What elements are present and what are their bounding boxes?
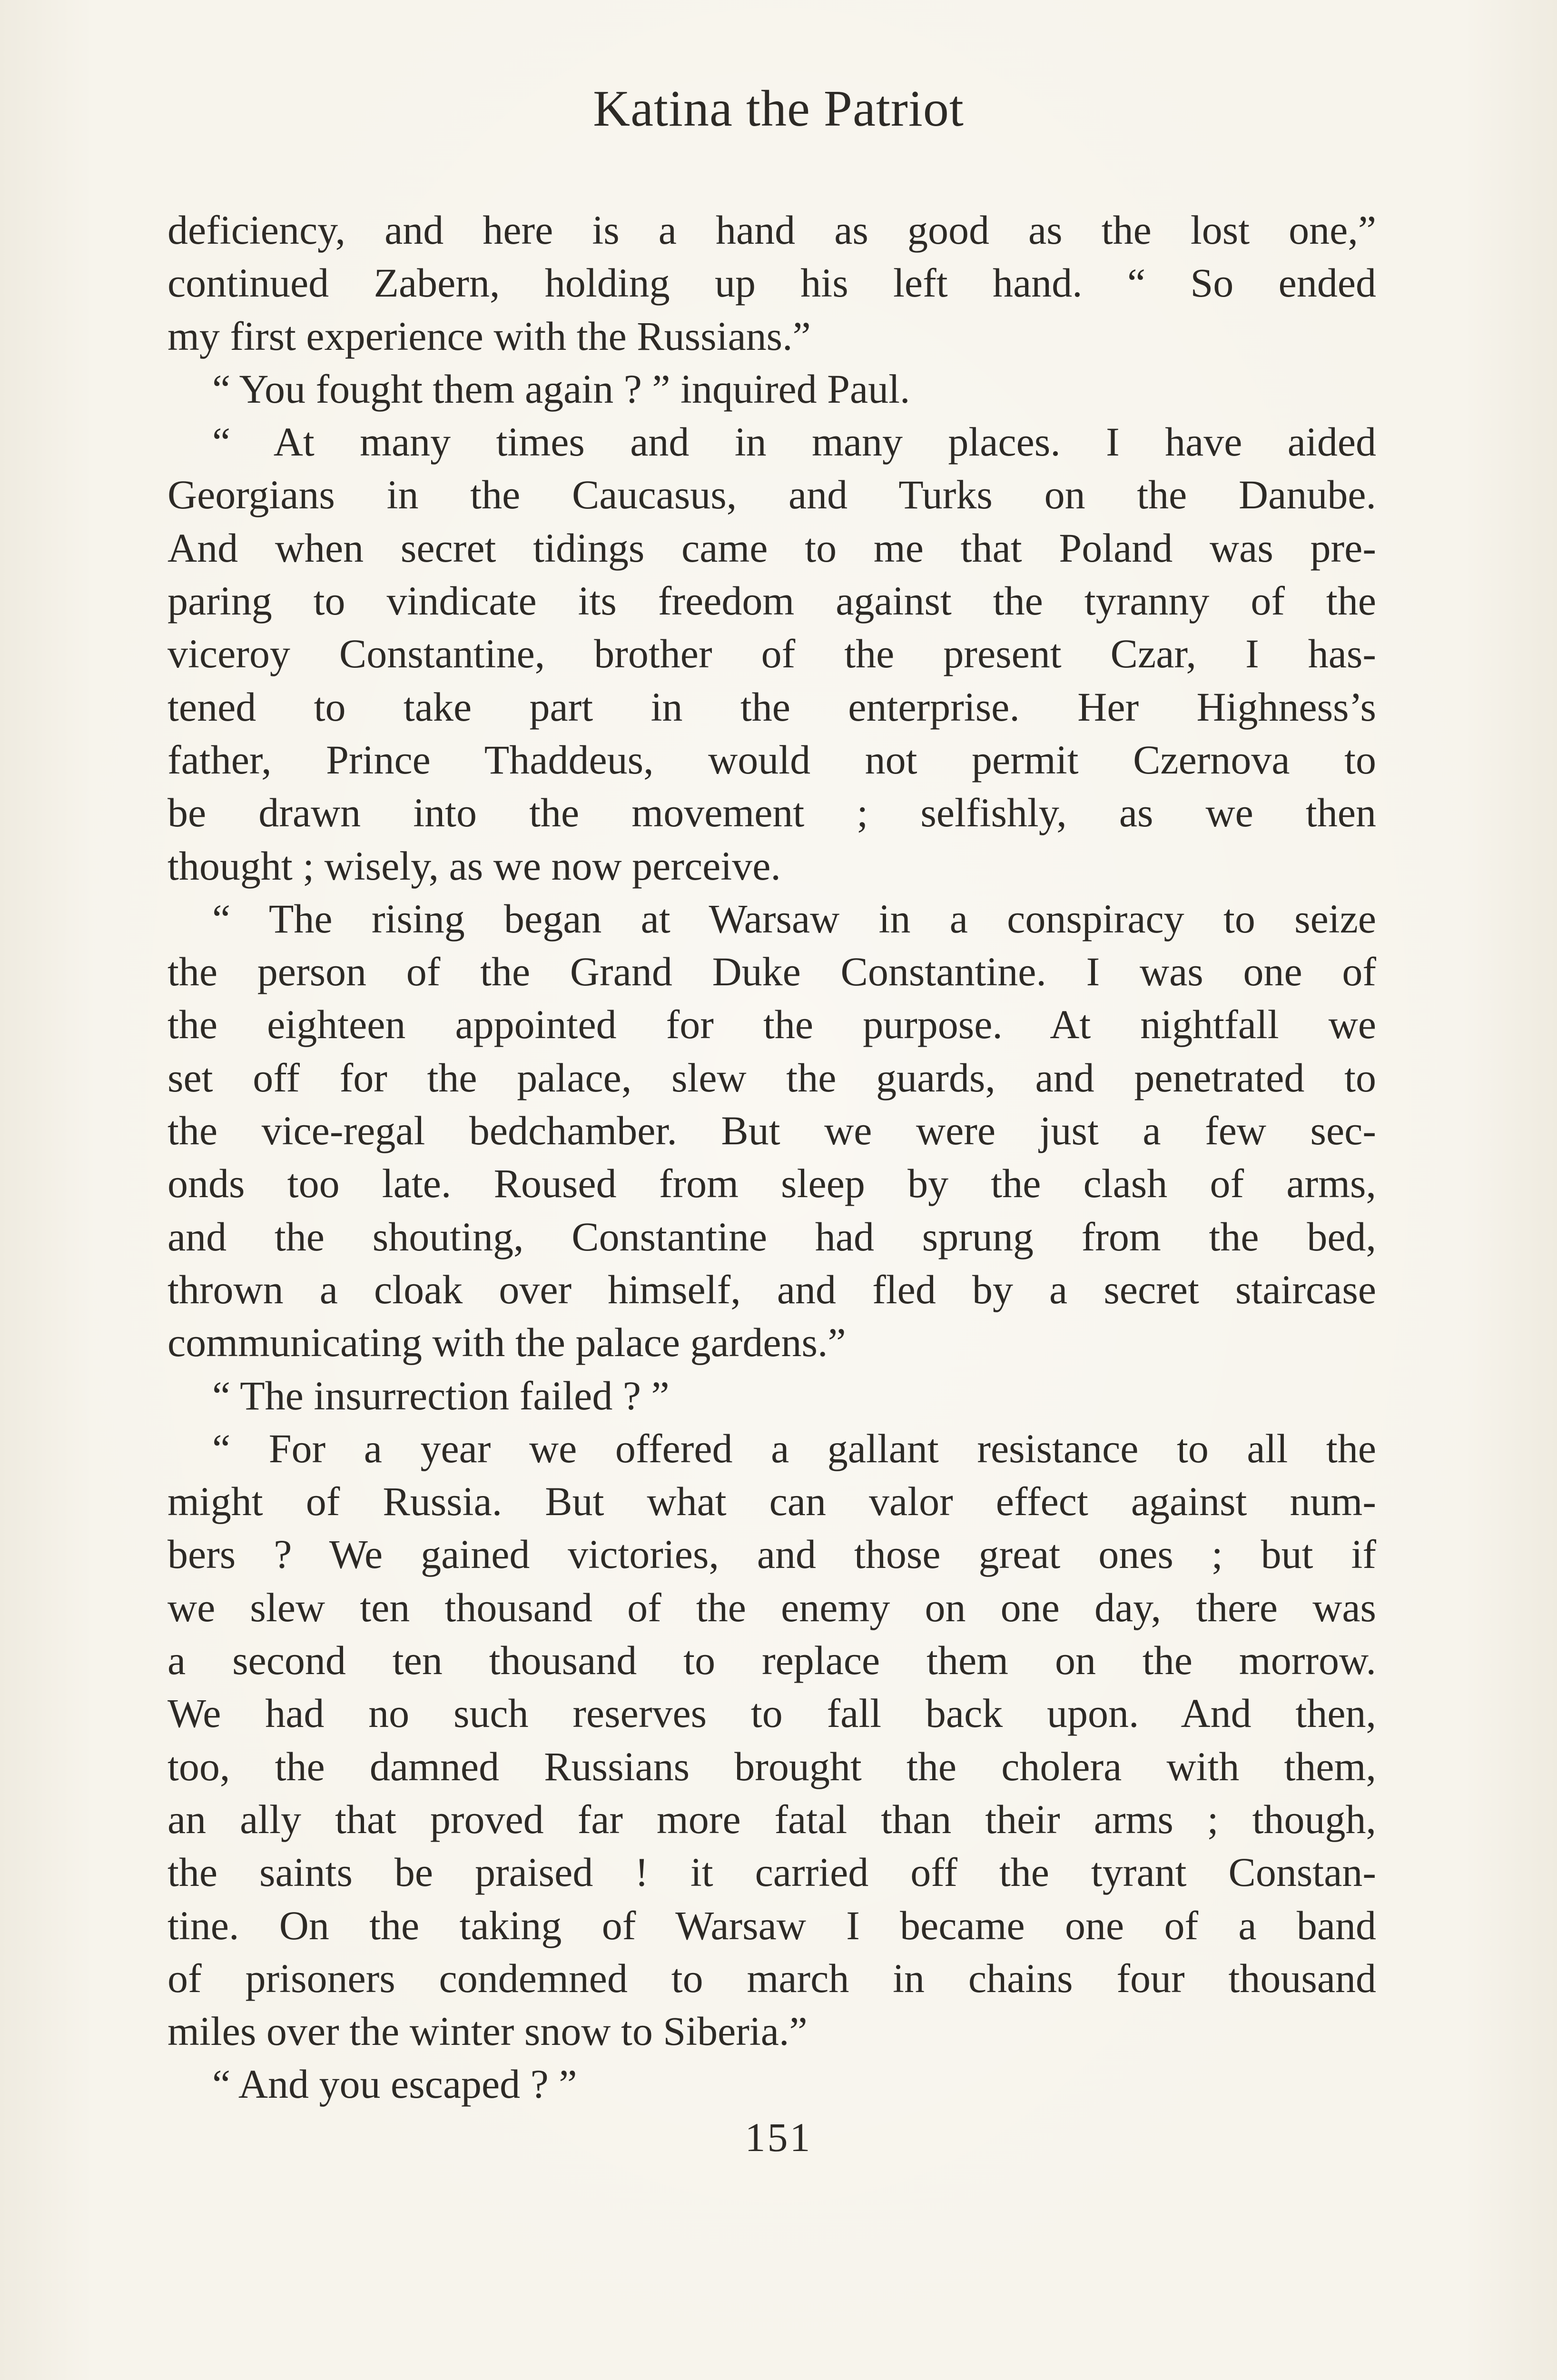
text-line: the saints be praised ! it carried off the tyrant Constan- <box>168 1849 1376 1895</box>
text-line: thought ; wisely, as we now perceive. <box>168 843 781 889</box>
text-line: of prisoners condemned to march in chains four thousand <box>168 1955 1376 2001</box>
text-line: Georgians in the Caucasus, and Turks on the Danube. <box>168 472 1376 518</box>
text-line: viceroy Constantine, brother of the present Czar, I has- <box>168 631 1376 677</box>
text-line: the vice-regal bedchamber. But we were just a few sec- <box>168 1108 1376 1154</box>
text-line: be drawn into the movement ; selfishly, as we then <box>168 790 1376 836</box>
text-line: the person of the Grand Duke Constantine. I was one of <box>168 949 1376 995</box>
text-line: set off for the palace, slew the guards, and penetrated to <box>168 1054 1376 1101</box>
text-line: paring to vindicate its freedom against the tyranny of the <box>168 578 1376 624</box>
text-line: father, Prince Thaddeus, would not permit Czernova to <box>168 736 1376 783</box>
text-line: onds too late. Roused from sleep by the clash of arms, <box>168 1160 1376 1207</box>
text-line: an ally that proved far more fatal than their arms ; though, <box>168 1796 1376 1842</box>
running-head: Katina the Patriot <box>593 80 964 137</box>
text-line: the eighteen appointed for the purpose. At nightfall we <box>168 1002 1376 1048</box>
text-line: and the shouting, Constantine had sprung from the bed, <box>168 1213 1376 1259</box>
text-line: deficiency, and here is a hand as good as the lost one,” <box>168 207 1376 253</box>
text-line: “ And you escaped ? ” <box>212 2061 577 2107</box>
text-line: “ At many times and in many places. I have aided <box>212 419 1376 465</box>
text-line: We had no such reserves to fall back upon. And then, <box>168 1690 1376 1736</box>
text-line: my first experience with the Russians.” <box>168 313 811 359</box>
text-line: tened to take part in the enterprise. Her Highness’s <box>168 684 1376 730</box>
text-line: bers ? We gained victories, and those great ones ; but if <box>168 1531 1376 1577</box>
text-line: too, the damned Russians brought the cholera with them, <box>168 1743 1376 1789</box>
text-line: And when secret tidings came to me that Poland was pre- <box>168 525 1376 571</box>
text-line: “ You fought them again ? ” inquired Paul. <box>212 366 910 412</box>
text-line: tine. On the taking of Warsaw I became one of a band <box>168 1902 1376 1948</box>
text-line: we slew ten thousand of the enemy on one day, there was <box>168 1584 1376 1630</box>
body-text <box>168 204 1376 2111</box>
text-line: thrown a cloak over himself, and fled by a secret staircase <box>168 1266 1376 1312</box>
text-line: a second ten thousand to replace them on the morrow. <box>168 1637 1376 1684</box>
text-line: “ The insurrection failed ? ” <box>212 1372 670 1418</box>
text-line: communicating with the palace gardens.” <box>168 1319 846 1366</box>
page-number: 151 <box>745 2114 812 2160</box>
text-line: “ For a year we offered a gallant resistance to all the <box>212 1425 1376 1471</box>
text-line: might of Russia. But what can valor effect against num- <box>168 1478 1376 1525</box>
text-line: miles over the winter snow to Siberia.” <box>168 2008 808 2054</box>
text-line: continued Zabern, holding up his left hand. “ So ended <box>168 260 1376 306</box>
text-line: “ The rising began at Warsaw in a conspiracy to seize <box>212 895 1376 942</box>
